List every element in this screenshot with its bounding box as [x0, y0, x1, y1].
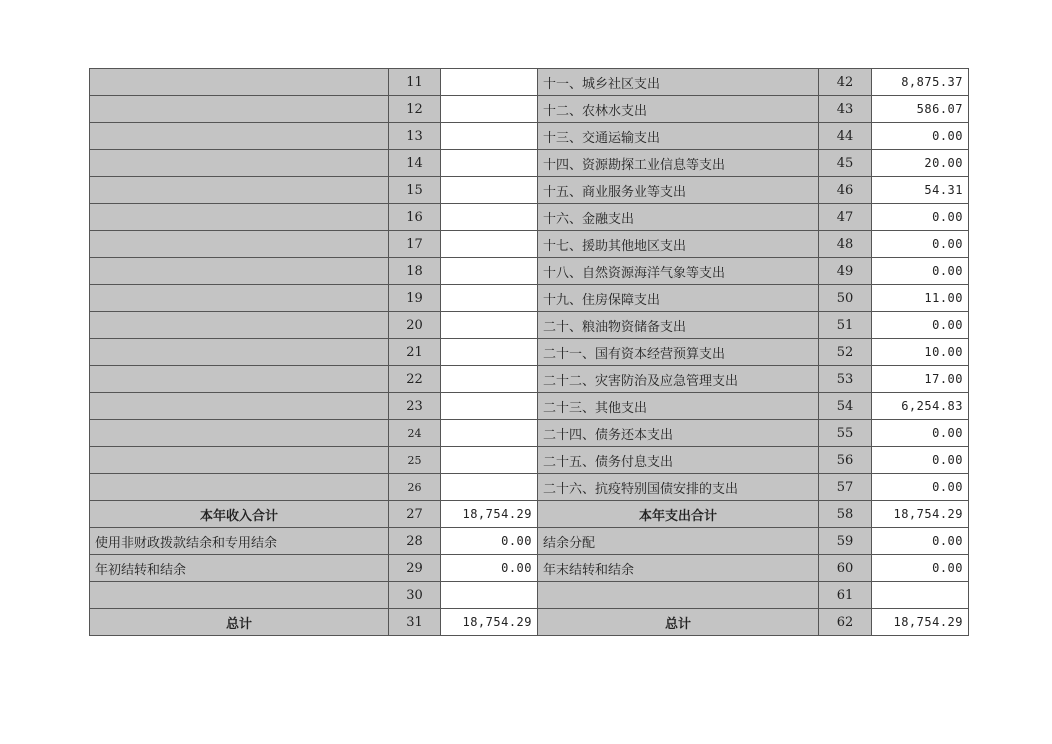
table-row	[90, 312, 969, 339]
budget-table	[89, 68, 969, 636]
expense-line-number: 54	[819, 393, 872, 420]
expense-line-number: 43	[819, 96, 872, 123]
income-item-cell	[90, 177, 389, 204]
expense-line-number: 61	[819, 582, 872, 609]
expense-line-number: 55	[819, 420, 872, 447]
income-amount-cell	[441, 393, 538, 420]
expense-item-cell: 十九、住房保障支出	[538, 285, 819, 312]
income-amount-cell	[441, 96, 538, 123]
expense-item-cell: 二十二、灾害防治及应急管理支出	[538, 366, 819, 393]
income-amount-cell	[441, 366, 538, 393]
expense-line-number: 47	[819, 204, 872, 231]
expense-amount-cell: 11.00	[872, 285, 969, 312]
income-line-number: 16	[389, 204, 441, 231]
income-amount-cell	[441, 69, 538, 96]
expense-amount-cell: 20.00	[872, 150, 969, 177]
income-amount-cell	[441, 474, 538, 501]
income-item-cell	[90, 69, 389, 96]
expense-amount-cell: 0.00	[872, 204, 969, 231]
expense-item-cell: 年末结转和结余	[538, 555, 819, 582]
income-item-cell	[90, 366, 389, 393]
expense-amount-cell	[872, 582, 969, 609]
income-item-cell	[90, 447, 389, 474]
table-row	[90, 555, 969, 582]
expense-line-number: 60	[819, 555, 872, 582]
expense-amount-cell: 10.00	[872, 339, 969, 366]
table-row	[90, 420, 969, 447]
income-item-cell	[90, 96, 389, 123]
expense-item-cell: 二十三、其他支出	[538, 393, 819, 420]
expense-total-label: 本年支出合计	[538, 501, 819, 528]
income-item-cell	[90, 420, 389, 447]
income-line-number: 17	[389, 231, 441, 258]
expense-grand-total-line-number: 62	[819, 609, 872, 636]
expense-grand-total-amount: 18,754.29	[872, 609, 969, 636]
income-item-cell	[90, 582, 389, 609]
expense-line-number: 56	[819, 447, 872, 474]
income-line-number: 15	[389, 177, 441, 204]
expense-item-cell	[538, 582, 819, 609]
income-item-cell	[90, 285, 389, 312]
expense-line-number: 46	[819, 177, 872, 204]
expense-item-cell: 十八、自然资源海洋气象等支出	[538, 258, 819, 285]
income-line-number: 24	[389, 420, 441, 447]
expense-amount-cell: 6,254.83	[872, 393, 969, 420]
income-line-number: 28	[389, 528, 441, 555]
table-row	[90, 339, 969, 366]
expense-amount-cell: 0.00	[872, 447, 969, 474]
income-line-number: 19	[389, 285, 441, 312]
expense-item-cell: 二十五、债务付息支出	[538, 447, 819, 474]
income-amount-cell	[441, 447, 538, 474]
totals-row	[90, 501, 969, 528]
income-item-cell: 年初结转和结余	[90, 555, 389, 582]
expense-line-number: 59	[819, 528, 872, 555]
expense-amount-cell: 0.00	[872, 231, 969, 258]
income-line-number: 20	[389, 312, 441, 339]
table-row	[90, 96, 969, 123]
income-line-number: 18	[389, 258, 441, 285]
expense-item-cell: 十五、商业服务业等支出	[538, 177, 819, 204]
table-body	[90, 69, 969, 636]
income-item-cell	[90, 123, 389, 150]
income-item-cell	[90, 339, 389, 366]
income-item-cell	[90, 393, 389, 420]
expense-item-cell: 二十、粮油物资储备支出	[538, 312, 819, 339]
income-item-cell	[90, 231, 389, 258]
income-total-amount: 18,754.29	[441, 501, 538, 528]
income-item-cell	[90, 258, 389, 285]
income-line-number: 25	[389, 447, 441, 474]
income-item-cell	[90, 312, 389, 339]
expense-amount-cell: 0.00	[872, 420, 969, 447]
income-amount-cell	[441, 258, 538, 285]
income-item-cell	[90, 150, 389, 177]
expense-line-number: 52	[819, 339, 872, 366]
table-row	[90, 204, 969, 231]
income-amount-cell: 0.00	[441, 528, 538, 555]
expense-item-cell: 十七、援助其他地区支出	[538, 231, 819, 258]
expense-item-cell: 十四、资源勘探工业信息等支出	[538, 150, 819, 177]
income-amount-cell	[441, 420, 538, 447]
expense-item-cell: 结余分配	[538, 528, 819, 555]
expense-grand-total-label: 总计	[538, 609, 819, 636]
table-row	[90, 285, 969, 312]
expense-amount-cell: 8,875.37	[872, 69, 969, 96]
income-amount-cell	[441, 123, 538, 150]
expense-item-cell: 二十一、国有资本经营预算支出	[538, 339, 819, 366]
income-line-number: 21	[389, 339, 441, 366]
expense-line-number: 53	[819, 366, 872, 393]
income-line-number: 14	[389, 150, 441, 177]
income-amount-cell	[441, 339, 538, 366]
income-line-number: 30	[389, 582, 441, 609]
table-row	[90, 150, 969, 177]
income-amount-cell	[441, 150, 538, 177]
income-line-number: 29	[389, 555, 441, 582]
expense-amount-cell: 0.00	[872, 474, 969, 501]
income-grand-total-amount: 18,754.29	[441, 609, 538, 636]
income-total-line-number: 27	[389, 501, 441, 528]
income-line-number: 13	[389, 123, 441, 150]
income-amount-cell	[441, 285, 538, 312]
income-item-cell	[90, 204, 389, 231]
expense-item-cell: 十三、交通运输支出	[538, 123, 819, 150]
table-row	[90, 447, 969, 474]
expense-amount-cell: 0.00	[872, 312, 969, 339]
income-amount-cell	[441, 312, 538, 339]
income-amount-cell	[441, 231, 538, 258]
expense-amount-cell: 54.31	[872, 177, 969, 204]
table-row	[90, 123, 969, 150]
table-row	[90, 231, 969, 258]
grand-total-row	[90, 609, 969, 636]
expense-amount-cell: 0.00	[872, 258, 969, 285]
expense-item-cell: 二十六、抗疫特别国债安排的支出	[538, 474, 819, 501]
table-row	[90, 474, 969, 501]
expense-line-number: 50	[819, 285, 872, 312]
income-amount-cell	[441, 582, 538, 609]
expense-amount-cell: 0.00	[872, 528, 969, 555]
expense-item-cell: 十一、城乡社区支出	[538, 69, 819, 96]
income-line-number: 11	[389, 69, 441, 96]
income-item-cell	[90, 474, 389, 501]
expense-item-cell: 二十四、债务还本支出	[538, 420, 819, 447]
expense-amount-cell: 17.00	[872, 366, 969, 393]
table-row	[90, 258, 969, 285]
expense-line-number: 42	[819, 69, 872, 96]
expense-amount-cell: 0.00	[872, 555, 969, 582]
income-grand-total-line-number: 31	[389, 609, 441, 636]
expense-line-number: 51	[819, 312, 872, 339]
income-total-label: 本年收入合计	[90, 501, 389, 528]
expense-total-line-number: 58	[819, 501, 872, 528]
expense-line-number: 44	[819, 123, 872, 150]
expense-amount-cell: 586.07	[872, 96, 969, 123]
expense-item-cell: 十六、金融支出	[538, 204, 819, 231]
income-amount-cell: 0.00	[441, 555, 538, 582]
expense-item-cell: 十二、农林水支出	[538, 96, 819, 123]
table-row	[90, 393, 969, 420]
table-row	[90, 366, 969, 393]
table-row	[90, 528, 969, 555]
expense-line-number: 49	[819, 258, 872, 285]
expense-amount-cell: 0.00	[872, 123, 969, 150]
expense-line-number: 57	[819, 474, 872, 501]
table-row	[90, 582, 969, 609]
table-row	[90, 177, 969, 204]
income-line-number: 23	[389, 393, 441, 420]
income-grand-total-label: 总计	[90, 609, 389, 636]
income-line-number: 26	[389, 474, 441, 501]
expense-total-amount: 18,754.29	[872, 501, 969, 528]
expense-line-number: 48	[819, 231, 872, 258]
income-amount-cell	[441, 204, 538, 231]
expense-line-number: 45	[819, 150, 872, 177]
income-item-cell: 使用非财政拨款结余和专用结余	[90, 528, 389, 555]
table-row	[90, 69, 969, 96]
income-amount-cell	[441, 177, 538, 204]
income-line-number: 12	[389, 96, 441, 123]
income-line-number: 22	[389, 366, 441, 393]
